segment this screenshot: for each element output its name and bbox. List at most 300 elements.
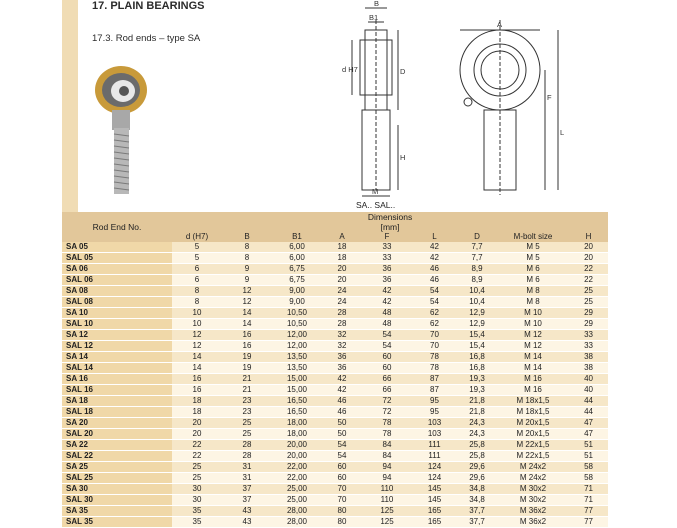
table-row xyxy=(62,363,608,374)
rod-end-number: SAL 05 xyxy=(62,253,172,264)
table-cell: 24 xyxy=(322,286,362,297)
rod-end-number: SAL 14 xyxy=(62,363,172,374)
table-cell: 25 xyxy=(172,462,222,473)
table-cell: 46 xyxy=(322,396,362,407)
column-header: L xyxy=(412,232,457,242)
table-cell: 12 xyxy=(172,330,222,341)
table-row xyxy=(62,451,608,462)
table-cell: 62 xyxy=(412,308,457,319)
table-cell: 34,8 xyxy=(457,495,497,506)
table-cell: 40 xyxy=(569,385,608,396)
table-cell: M 20x1,5 xyxy=(497,429,569,440)
table-cell: 25 xyxy=(569,286,608,297)
table-row xyxy=(62,374,608,385)
table-row xyxy=(62,275,608,286)
table-row xyxy=(62,385,608,396)
table-cell: 50 xyxy=(322,418,362,429)
rod-end-photo xyxy=(86,60,156,210)
table-cell: 16,50 xyxy=(272,396,322,407)
table-cell: 36 xyxy=(322,352,362,363)
table-row xyxy=(62,242,608,253)
table-cell: 28 xyxy=(322,308,362,319)
table-cell: 12 xyxy=(222,286,272,297)
table-cell: 12,9 xyxy=(457,319,497,330)
table-cell: M 36x2 xyxy=(497,506,569,517)
table-cell: M 14 xyxy=(497,363,569,374)
table-cell: 14 xyxy=(222,308,272,319)
table-cell: 9 xyxy=(222,275,272,286)
table-cell: 50 xyxy=(322,429,362,440)
table-cell: 24,3 xyxy=(457,418,497,429)
table-cell: M 24x2 xyxy=(497,462,569,473)
table-cell: 110 xyxy=(362,495,412,506)
table-row xyxy=(62,484,608,495)
rod-end-number: SA 14 xyxy=(62,352,172,363)
table-cell: 31 xyxy=(222,473,272,484)
table-cell: 25 xyxy=(222,418,272,429)
table-cell: 7,7 xyxy=(457,253,497,264)
table-cell: 14 xyxy=(172,363,222,374)
table-cell: 21 xyxy=(222,385,272,396)
column-header: A xyxy=(322,232,362,242)
column-header: M-bolt size xyxy=(497,232,569,242)
rod-end-number: SAL 22 xyxy=(62,451,172,462)
table-cell: 95 xyxy=(412,407,457,418)
table-cell: 145 xyxy=(412,495,457,506)
rod-end-number: SA 10 xyxy=(62,308,172,319)
table-cell: 23 xyxy=(222,407,272,418)
table-cell: M 36x2 xyxy=(497,517,569,528)
table-cell: 42 xyxy=(412,242,457,253)
table-cell: M 6 xyxy=(497,264,569,275)
table-cell: 13,50 xyxy=(272,352,322,363)
table-cell: 19 xyxy=(222,352,272,363)
table-cell: 78 xyxy=(362,418,412,429)
table-cell: 37,7 xyxy=(457,506,497,517)
table-cell: 18 xyxy=(172,396,222,407)
table-cell: 38 xyxy=(569,363,608,374)
rod-end-number: SA 25 xyxy=(62,462,172,473)
table-cell: M 8 xyxy=(497,297,569,308)
rod-ends-table xyxy=(62,212,608,528)
label-h: H xyxy=(400,153,406,162)
table-cell: 28,00 xyxy=(272,506,322,517)
table-cell: 42 xyxy=(362,286,412,297)
table-cell: 33 xyxy=(569,330,608,341)
table-cell: 9,00 xyxy=(272,286,322,297)
table-cell: 87 xyxy=(412,385,457,396)
table-cell: M 30x2 xyxy=(497,495,569,506)
table-cell: 21 xyxy=(222,374,272,385)
table-cell: 42 xyxy=(412,253,457,264)
rod-end-number: SAL 12 xyxy=(62,341,172,352)
table-cell: 72 xyxy=(362,407,412,418)
table-cell: 9 xyxy=(222,264,272,275)
rod-end-number: SAL 20 xyxy=(62,429,172,440)
rod-end-number: SAL 06 xyxy=(62,275,172,286)
table-cell: 54 xyxy=(412,286,457,297)
dimensions-header xyxy=(172,212,608,232)
table-row xyxy=(62,418,608,429)
rod-end-number: SA 30 xyxy=(62,484,172,495)
table-cell: M 10 xyxy=(497,319,569,330)
table-cell: M 14 xyxy=(497,352,569,363)
table-row xyxy=(62,286,608,297)
table-row xyxy=(62,319,608,330)
table-cell: 20,00 xyxy=(272,451,322,462)
table-row xyxy=(62,440,608,451)
table-cell: 43 xyxy=(222,506,272,517)
table-cell: 40 xyxy=(569,374,608,385)
table-cell: 12,9 xyxy=(457,308,497,319)
table-cell: 32 xyxy=(322,341,362,352)
table-row xyxy=(62,352,608,363)
table-cell: 62 xyxy=(412,319,457,330)
table-cell: 46 xyxy=(322,407,362,418)
table-cell: 54 xyxy=(362,341,412,352)
label-b: B xyxy=(374,0,380,8)
table-cell: 24 xyxy=(322,297,362,308)
table-cell: 54 xyxy=(322,451,362,462)
table-cell: 70 xyxy=(322,484,362,495)
table-cell: 60 xyxy=(362,352,412,363)
table-cell: 95 xyxy=(412,396,457,407)
table-cell: 28 xyxy=(222,451,272,462)
table-cell: 72 xyxy=(362,396,412,407)
table-cell: 70 xyxy=(412,330,457,341)
table-cell: 16,50 xyxy=(272,407,322,418)
table-cell: M 18x1,5 xyxy=(497,396,569,407)
column-header: D xyxy=(457,232,497,242)
rod-end-number: SAL 35 xyxy=(62,517,172,528)
column-header: B1 xyxy=(272,232,322,242)
table-cell: 28 xyxy=(322,319,362,330)
table-cell: 22 xyxy=(569,264,608,275)
table-cell: 16 xyxy=(172,385,222,396)
rod-end-number: SA 08 xyxy=(62,286,172,297)
table-cell: 42 xyxy=(322,385,362,396)
table-cell: 23 xyxy=(222,396,272,407)
table-row xyxy=(62,517,608,528)
table-cell: M 22x1,5 xyxy=(497,451,569,462)
rod-end-no-header: Rod End No. xyxy=(62,212,172,242)
table-cell: 21,8 xyxy=(457,396,497,407)
table-cell: 13,50 xyxy=(272,363,322,374)
table-cell: 6,00 xyxy=(272,253,322,264)
table-cell: 28 xyxy=(222,440,272,451)
table-cell: 33 xyxy=(569,341,608,352)
rod-end-number: SA 20 xyxy=(62,418,172,429)
table-cell: 103 xyxy=(412,429,457,440)
table-cell: 31 xyxy=(222,462,272,473)
series-caption: SA.. SAL.. xyxy=(356,200,396,210)
table-cell: M 16 xyxy=(497,385,569,396)
table-cell: 165 xyxy=(412,506,457,517)
table-cell: 10,4 xyxy=(457,297,497,308)
table-cell: 145 xyxy=(412,484,457,495)
table-cell: 124 xyxy=(412,462,457,473)
table-row xyxy=(62,330,608,341)
table-cell: 70 xyxy=(322,495,362,506)
table-cell: 22 xyxy=(172,451,222,462)
table-cell: 25 xyxy=(172,473,222,484)
table-cell: 84 xyxy=(362,440,412,451)
table-cell: 5 xyxy=(172,242,222,253)
table-row xyxy=(62,462,608,473)
table-cell: M 5 xyxy=(497,253,569,264)
table-cell: 22 xyxy=(172,440,222,451)
table-cell: 10,50 xyxy=(272,308,322,319)
table-cell: 10 xyxy=(172,319,222,330)
table-cell: 21,8 xyxy=(457,407,497,418)
table-cell: 58 xyxy=(569,473,608,484)
table-cell: 37,7 xyxy=(457,517,497,528)
table-cell: 12 xyxy=(222,297,272,308)
table-cell: 30 xyxy=(172,495,222,506)
table-cell: 20 xyxy=(172,418,222,429)
table-cell: 77 xyxy=(569,517,608,528)
table-cell: 16 xyxy=(172,374,222,385)
table-cell: 10,50 xyxy=(272,319,322,330)
table-cell: M 18x1,5 xyxy=(497,407,569,418)
table-cell: 58 xyxy=(569,462,608,473)
table-cell: 71 xyxy=(569,495,608,506)
table-cell: 29 xyxy=(569,319,608,330)
table-cell: 34,8 xyxy=(457,484,497,495)
table-cell: 66 xyxy=(362,374,412,385)
rod-end-number: SAL 18 xyxy=(62,407,172,418)
table-cell: 54 xyxy=(322,440,362,451)
rod-end-number: SA 16 xyxy=(62,374,172,385)
label-b1: B1 xyxy=(369,13,379,22)
table-row xyxy=(62,473,608,484)
table-cell: 124 xyxy=(412,473,457,484)
technical-drawing xyxy=(340,0,600,212)
dimensions-unit: [mm] xyxy=(380,222,400,232)
table-cell: 19,3 xyxy=(457,374,497,385)
table-cell: 78 xyxy=(412,352,457,363)
table-cell: 8,9 xyxy=(457,264,497,275)
label-dh7: d H7 xyxy=(342,65,358,74)
table-cell: 19,3 xyxy=(457,385,497,396)
table-cell: 16,8 xyxy=(457,363,497,374)
table-row xyxy=(62,297,608,308)
table-cell: 24,3 xyxy=(457,429,497,440)
table-cell: 110 xyxy=(362,484,412,495)
rod-end-number: SA 05 xyxy=(62,242,172,253)
rod-end-number: SA 22 xyxy=(62,440,172,451)
table-cell: 6 xyxy=(172,275,222,286)
table-cell: 36 xyxy=(362,264,412,275)
table-cell: 44 xyxy=(569,407,608,418)
table-cell: 7,7 xyxy=(457,242,497,253)
table-cell: 71 xyxy=(569,484,608,495)
table-cell: 48 xyxy=(362,308,412,319)
table-cell: 60 xyxy=(362,363,412,374)
table-cell: 25 xyxy=(569,297,608,308)
table-cell: 54 xyxy=(362,330,412,341)
table-cell: 111 xyxy=(412,451,457,462)
table-cell: M 5 xyxy=(497,242,569,253)
table-cell: M 10 xyxy=(497,308,569,319)
table-cell: 6,75 xyxy=(272,275,322,286)
table-cell: 14 xyxy=(222,319,272,330)
table-cell: 15,4 xyxy=(457,341,497,352)
table-cell: 12,00 xyxy=(272,330,322,341)
section-sidebar-bar xyxy=(62,0,78,212)
table-cell: 30 xyxy=(172,484,222,495)
column-header: F xyxy=(362,232,412,242)
table-cell: 38 xyxy=(569,352,608,363)
table-cell: 5 xyxy=(172,253,222,264)
table-cell: 111 xyxy=(412,440,457,451)
table-cell: 37 xyxy=(222,495,272,506)
table-cell: 18,00 xyxy=(272,429,322,440)
table-cell: 60 xyxy=(322,473,362,484)
table-cell: 125 xyxy=(362,506,412,517)
table-cell: 18,00 xyxy=(272,418,322,429)
label-a: A xyxy=(497,20,503,29)
rod-end-number: SAL 30 xyxy=(62,495,172,506)
table-cell: 84 xyxy=(362,451,412,462)
table-cell: 6 xyxy=(172,264,222,275)
table-cell: 8 xyxy=(222,253,272,264)
table-cell: 8,9 xyxy=(457,275,497,286)
table-cell: 33 xyxy=(362,242,412,253)
table-row xyxy=(62,429,608,440)
label-f: F xyxy=(547,93,552,102)
table-cell: 54 xyxy=(412,297,457,308)
column-header: H xyxy=(569,232,608,242)
table-cell: 20 xyxy=(322,264,362,275)
table-cell: 32 xyxy=(322,330,362,341)
table-cell: 18 xyxy=(322,242,362,253)
table-cell: 9,00 xyxy=(272,297,322,308)
table-cell: 47 xyxy=(569,429,608,440)
table-cell: 6,75 xyxy=(272,264,322,275)
table-cell: 35 xyxy=(172,517,222,528)
label-d: D xyxy=(400,67,406,76)
table-cell: 78 xyxy=(362,429,412,440)
table-cell: 19 xyxy=(222,363,272,374)
table-cell: 94 xyxy=(362,462,412,473)
table-cell: 33 xyxy=(362,253,412,264)
table-cell: 46 xyxy=(412,264,457,275)
column-header: B xyxy=(222,232,272,242)
table-cell: 15,00 xyxy=(272,385,322,396)
table-cell: 29,6 xyxy=(457,462,497,473)
table-cell: 51 xyxy=(569,440,608,451)
table-cell: 12,00 xyxy=(272,341,322,352)
table-cell: M 12 xyxy=(497,330,569,341)
rod-end-number: SAL 10 xyxy=(62,319,172,330)
table-cell: 20 xyxy=(322,275,362,286)
table-cell: 42 xyxy=(362,297,412,308)
table-cell: 29 xyxy=(569,308,608,319)
table-cell: 14 xyxy=(172,352,222,363)
rod-end-number: SA 06 xyxy=(62,264,172,275)
table-cell: 78 xyxy=(412,363,457,374)
table-row xyxy=(62,308,608,319)
table-cell: M 12 xyxy=(497,341,569,352)
rod-end-number: SAL 25 xyxy=(62,473,172,484)
table-cell: M 6 xyxy=(497,275,569,286)
table-cell: 8 xyxy=(222,242,272,253)
table-cell: 37 xyxy=(222,484,272,495)
table-cell: 80 xyxy=(322,517,362,528)
table-row xyxy=(62,407,608,418)
table-row xyxy=(62,264,608,275)
table-cell: 20 xyxy=(569,242,608,253)
table-cell: M 22x1,5 xyxy=(497,440,569,451)
table-cell: M 8 xyxy=(497,286,569,297)
table-cell: M 20x1,5 xyxy=(497,418,569,429)
table-cell: 35 xyxy=(172,506,222,517)
table-cell: 43 xyxy=(222,517,272,528)
rod-end-number: SAL 16 xyxy=(62,385,172,396)
table-cell: 165 xyxy=(412,517,457,528)
column-header: d (H7) xyxy=(172,232,222,242)
table-cell: 20 xyxy=(172,429,222,440)
dimensions-title: Dimensions xyxy=(367,212,413,222)
rod-end-number: SA 35 xyxy=(62,506,172,517)
table-cell: 20,00 xyxy=(272,440,322,451)
table-cell: 8 xyxy=(172,297,222,308)
table-cell: 22 xyxy=(569,275,608,286)
table-cell: 12 xyxy=(172,341,222,352)
table-cell: 18 xyxy=(322,253,362,264)
table-cell: 25,8 xyxy=(457,440,497,451)
table-cell: 15,00 xyxy=(272,374,322,385)
table-row xyxy=(62,495,608,506)
table-cell: 70 xyxy=(412,341,457,352)
table-cell: 103 xyxy=(412,418,457,429)
table-cell: 36 xyxy=(322,363,362,374)
table-cell: 51 xyxy=(569,451,608,462)
table-cell: 22,00 xyxy=(272,462,322,473)
table-cell: 25,00 xyxy=(272,495,322,506)
table-cell: M 24x2 xyxy=(497,473,569,484)
table-cell: 87 xyxy=(412,374,457,385)
table-cell: 42 xyxy=(322,374,362,385)
label-l: L xyxy=(560,128,565,137)
table-row xyxy=(62,506,608,517)
table-cell: 60 xyxy=(322,462,362,473)
table-cell: 25 xyxy=(222,429,272,440)
table-cell: 44 xyxy=(569,396,608,407)
table-cell: M 30x2 xyxy=(497,484,569,495)
table-cell: M 16 xyxy=(497,374,569,385)
table-cell: 29,6 xyxy=(457,473,497,484)
table-row xyxy=(62,253,608,264)
table-cell: 10 xyxy=(172,308,222,319)
table-cell: 94 xyxy=(362,473,412,484)
table-cell: 80 xyxy=(322,506,362,517)
table-cell: 25,8 xyxy=(457,451,497,462)
rod-end-number: SA 18 xyxy=(62,396,172,407)
table-cell: 15,4 xyxy=(457,330,497,341)
table-row xyxy=(62,396,608,407)
table-cell: 18 xyxy=(172,407,222,418)
table-cell: 36 xyxy=(362,275,412,286)
table-cell: 25,00 xyxy=(272,484,322,495)
table-row xyxy=(62,341,608,352)
table-cell: 46 xyxy=(412,275,457,286)
table-cell: 16 xyxy=(222,330,272,341)
table-cell: 77 xyxy=(569,506,608,517)
section-subtitle: 17.3. Rod ends – type SA xyxy=(92,33,201,44)
table-cell: 10,4 xyxy=(457,286,497,297)
